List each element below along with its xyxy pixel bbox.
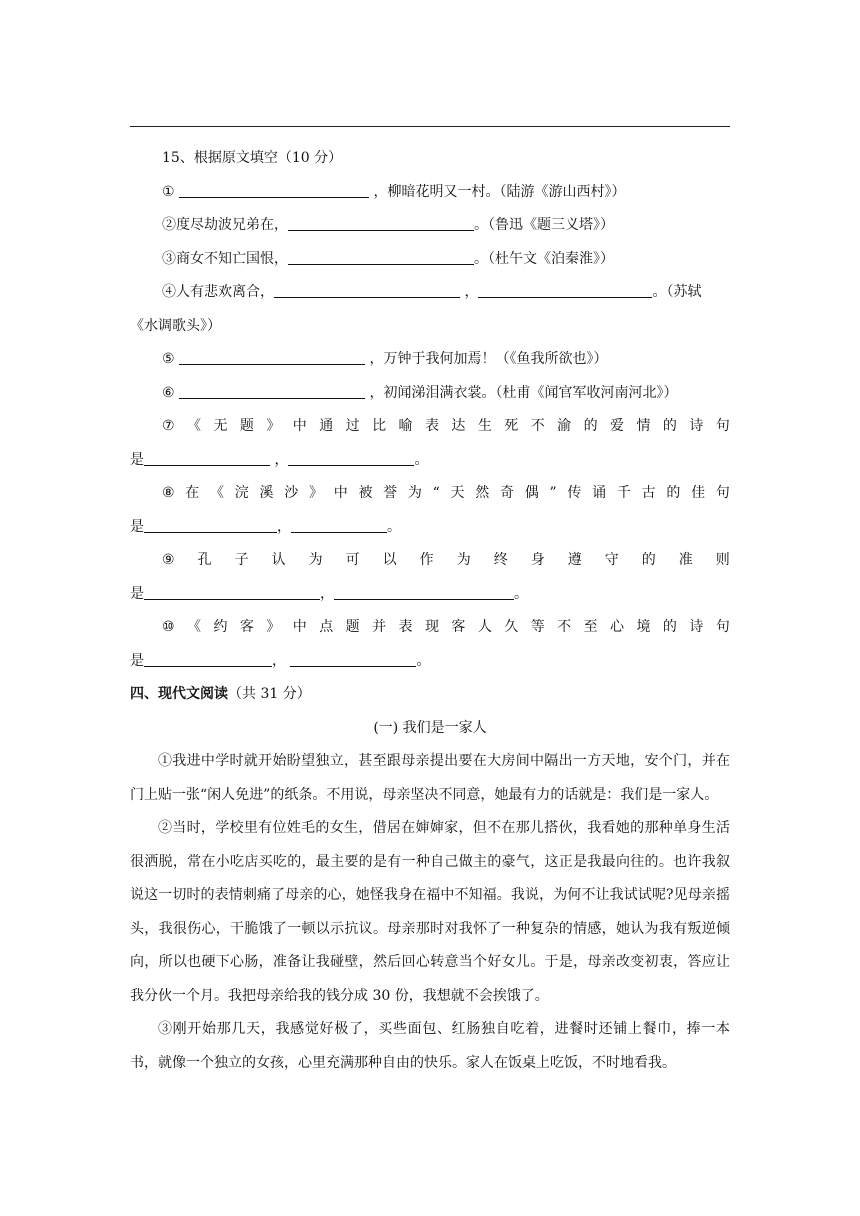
spread-char: 表: [398, 619, 413, 635]
spread-char: 遵: [567, 552, 582, 568]
blank-1[interactable]: [179, 179, 369, 198]
spread-char: 诗: [689, 418, 704, 434]
spread-char: ⑨: [162, 552, 175, 568]
spread-char: 《: [187, 418, 201, 434]
spread-char: ⑧: [162, 485, 175, 501]
spread-char: 》: [266, 418, 281, 434]
spread-char: 久: [504, 619, 519, 635]
spread-char: 千: [616, 485, 631, 501]
blank-10b[interactable]: [290, 648, 416, 667]
spread-char: 》: [266, 619, 281, 635]
spread-char: 等: [530, 619, 545, 635]
spread-char: 客: [451, 619, 466, 635]
fill-line-9-text: [130, 544, 730, 578]
fill-line-10-answer: 是 ， 。: [130, 645, 730, 679]
spread-char: 句: [715, 619, 730, 635]
spread-char: 中: [333, 485, 348, 501]
spread-char: ”: [549, 485, 557, 501]
fill-line-1: ① ，柳暗花明又一村。（陆游《游山西村》）: [130, 176, 730, 210]
fill-line-4: ④人有悲欢离合， ， 。（苏轼: [130, 276, 730, 310]
spread-char: 然: [475, 485, 490, 501]
spread-char: 喻: [398, 418, 413, 434]
spread-char: 比: [372, 418, 387, 434]
spread-char: 奇: [500, 485, 515, 501]
fill-line-6: ⑥ ，初闻涕泪满衣裳。（杜甫《闻官军收河南河北》）: [130, 377, 730, 411]
spread-char: 的: [666, 485, 681, 501]
header-rule: [130, 126, 730, 127]
blank-4a[interactable]: [274, 279, 460, 298]
spread-char: 过: [345, 418, 360, 434]
fill-line-9-answer: 是 ， 。: [130, 578, 730, 612]
paragraph-1: ①我进中学时就开始盼望独立，甚至跟母亲提出要在大房间中隔出一方天地，安个门，并在门上贴一张“闲人免进”的纸条。不用说，母亲坚决不同意，她最有力的话就是：我们是一家人。: [130, 753, 730, 803]
blank-8b[interactable]: [291, 514, 387, 533]
spread-char: 佳: [691, 485, 706, 501]
spread-char: 认: [271, 552, 286, 568]
blank-4b[interactable]: [478, 279, 652, 298]
spread-char: 被: [358, 485, 373, 501]
spread-char: 以: [382, 552, 397, 568]
spread-char: 人: [477, 619, 492, 635]
spread-char: 的: [583, 418, 598, 434]
spread-char: 》: [308, 485, 323, 501]
spread-char: 境: [636, 619, 651, 635]
fill-line-8-text: [130, 477, 730, 511]
blank-5[interactable]: [179, 346, 365, 365]
fill-line-10-text: [130, 611, 730, 645]
spread-char: ⑩: [162, 619, 175, 635]
question-15-title: 15、根据原文填空（10 分）: [162, 150, 343, 166]
spread-char: 誉: [383, 485, 398, 501]
spread-char: 心: [610, 619, 624, 635]
fill-line-4-cont: 《水调歌头》）: [130, 317, 221, 334]
spread-char: 死: [504, 418, 519, 434]
spread-char: 守: [604, 552, 619, 568]
spread-char: 中: [292, 619, 307, 635]
blank-10a[interactable]: [144, 648, 272, 667]
paragraph-3: ③刚开始那几天，我感觉好极了，买些面包、红肠独自吃着，进餐时还铺上餐巾，捧一本书，就像一个独立的女孩，心里充满那种自由的快乐。家人在饭桌上吃饭，不时地看我。: [130, 1021, 730, 1071]
spread-char: 句: [715, 485, 730, 501]
spread-char: 作: [419, 552, 434, 568]
spread-char: 子: [234, 552, 249, 568]
spread-char: 偶: [524, 485, 539, 501]
fill-line-8-answer: 是 ， 。: [130, 511, 730, 545]
blank-9a[interactable]: [144, 581, 320, 600]
document-page: [130, 142, 730, 1080]
spread-char: 准: [678, 552, 693, 568]
spread-char: “: [432, 485, 440, 501]
spread-char: 约: [213, 619, 228, 635]
blank-8a[interactable]: [144, 514, 277, 533]
spread-char: 诗: [689, 619, 704, 635]
spread-char: 在: [185, 485, 200, 501]
spread-char: 中: [292, 418, 307, 434]
fill-line-7-text: [130, 410, 730, 444]
spread-char: 爱: [610, 418, 624, 434]
fill-line-2: ②度尽劫波兄弟在， 。（鲁迅《题三义塔》）: [130, 209, 730, 243]
spread-char: 可: [345, 552, 360, 568]
spread-char: ⑦: [162, 418, 175, 434]
spread-char: 的: [662, 619, 677, 635]
spread-char: 古: [641, 485, 656, 501]
spread-char: 为: [407, 485, 422, 501]
spread-char: 达: [451, 418, 466, 434]
spread-char: 为: [456, 552, 471, 568]
blank-7a[interactable]: [144, 447, 270, 466]
spread-char: 句: [715, 418, 730, 434]
passage-body: [130, 745, 730, 1080]
spread-char: 为: [308, 552, 323, 568]
blank-3[interactable]: [288, 246, 474, 265]
spread-char: 表: [424, 418, 439, 434]
spread-char: 的: [641, 552, 656, 568]
blank-9b[interactable]: [334, 581, 514, 600]
spread-char: 《: [187, 619, 201, 635]
blank-7b[interactable]: [288, 447, 414, 466]
spread-char: 不: [530, 418, 545, 434]
section-4-heading: 四、现代文阅读（共 31 分）: [130, 686, 311, 702]
spread-char: 孔: [197, 552, 212, 568]
blank-6[interactable]: [179, 380, 365, 399]
spread-char: 现: [424, 619, 439, 635]
spread-char: 无: [213, 418, 228, 434]
spread-char: 题: [239, 418, 254, 434]
spread-char: 点: [319, 619, 334, 635]
spread-char: 终: [493, 552, 508, 568]
paragraph-2: ②当时，学校里有位姓毛的女生，借居在婶婶家，但不在那儿搭伙，我看她的那种单身生活很洒脱，常在小吃店买吃的，最主要的是有一种自己做主的豪气，这正是我最向往的。也许我叙说这一切时的表情刺痛了母亲的心，她怪我身在福中不知福。我说，为何不让我试试呢?见母亲摇头，我很伤心，干脆饿了一顿以示抗议。母亲那时对我怀了一种复杂的情感，她认为我有叛逆倾向，所以也硬下心肠，准备让我碰壁，然后回心转意当个好女儿。于是，母亲改变初衷，答应让我分伙一个月。我把母亲给我的钱分成 30 份，我想就不会挨饿了。: [130, 820, 730, 1004]
spread-char: 生: [477, 418, 492, 434]
spread-char: 通: [319, 418, 334, 434]
spread-char: 渝: [557, 418, 572, 434]
spread-char: 沙: [284, 485, 299, 501]
passage-title: (一) 我们是一家人: [373, 719, 487, 736]
spread-char: 溪: [259, 485, 274, 501]
spread-char: 浣: [234, 485, 249, 501]
spread-char: 题: [345, 619, 360, 635]
spread-char: 不: [557, 619, 572, 635]
spread-char: 诵: [592, 485, 607, 501]
spread-char: 身: [530, 552, 545, 568]
spread-char: 并: [372, 619, 387, 635]
spread-char: 情: [636, 418, 651, 434]
spread-char: 则: [715, 552, 730, 568]
fill-line-5: ⑤ ，万钟于我何加焉！（《鱼我所欲也》）: [130, 343, 730, 377]
spread-char: 《: [210, 485, 225, 501]
blank-2[interactable]: [288, 212, 474, 231]
spread-char: 的: [662, 418, 677, 434]
spread-char: 天: [450, 485, 465, 501]
fill-line-7-answer: 是 ， 。: [130, 444, 730, 478]
spread-char: 至: [583, 619, 598, 635]
spread-char: 客: [239, 619, 254, 635]
spread-char: 传: [567, 485, 582, 501]
fill-line-3: ③商女不知亡国恨， 。（杜午文《泊秦淮》）: [130, 243, 730, 277]
